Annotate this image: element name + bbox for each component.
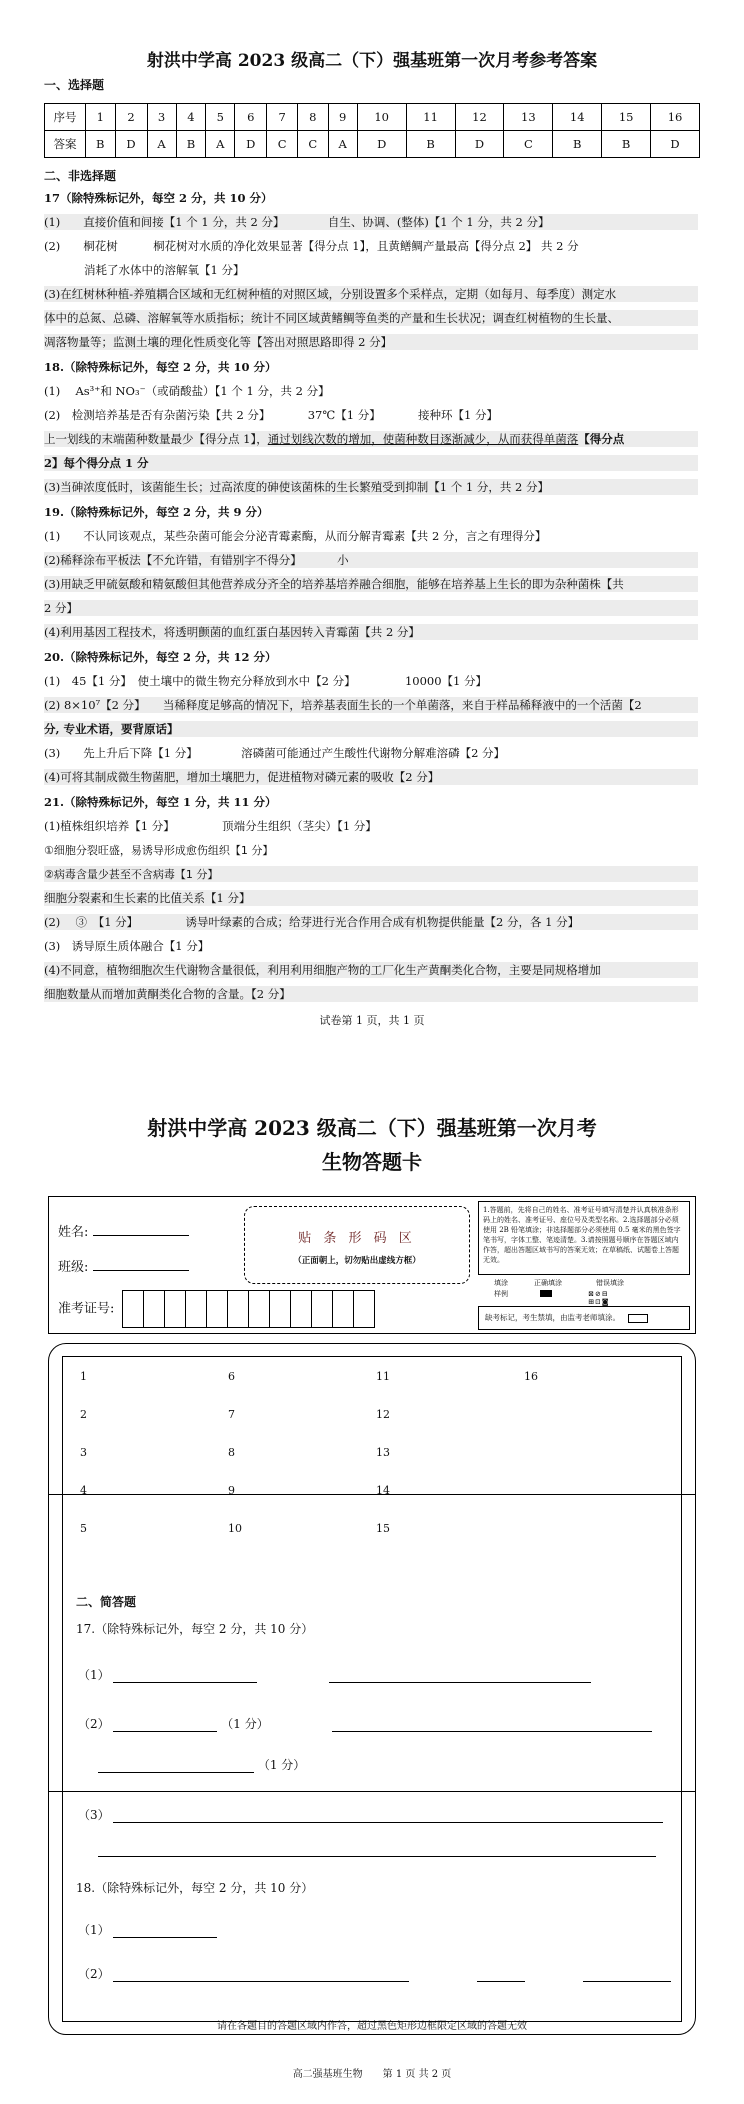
table-cell: 13 [504,104,553,131]
table-cell: A [147,131,176,158]
q17-line-2 [44,238,579,254]
q21-line-1 [44,818,377,834]
q17-line-1b: 自生、协调、(整体)【1 个 1 分，共 2 分】 [327,215,550,229]
card-q17-row-1 [78,1666,591,1683]
barcode-title: 贴 条 形 码 区 [298,1231,416,1246]
q17-line-1a: (1) 直接价值和间接【1 个 1 分，共 2 分】 [44,215,285,229]
table-cell: 10 [357,104,406,131]
q18-line-3 [44,431,698,447]
q20-line-3: 分, 专业术语，要背原话】 [44,721,698,737]
exam-id-digit-box[interactable] [185,1290,207,1328]
card-q17-note-2: （1 分） [221,1717,269,1731]
q20-line-4a: (3) 先上升后下降【1 分】 [44,746,198,760]
q18-line-2c: 接种环【1 分】 [418,408,499,422]
mc-answer-table [44,103,700,158]
q21-line-1a: (1)植株组织培养【1 分】 [44,819,175,833]
card-q17-heading: 17.（除特殊标记外，每空 2 分，共 10 分） [76,1622,314,1636]
exam-id-digit-box[interactable] [227,1290,249,1328]
mc-question-number[interactable]: 14 [376,1484,390,1497]
q18-line-2b: 37℃【1 分】 [307,408,381,422]
legend-label-2: 样例 [494,1290,508,1298]
exam-id-digit-box[interactable] [332,1290,354,1328]
q18-heading: 18.（除特殊标记外，每空 2 分，共 10 分） [44,360,277,374]
answer-key-footer: 试卷第 1 页，共 1 页 [319,1014,425,1027]
card-q17-row-2 [78,1715,652,1732]
q17-line-1 [44,214,698,230]
table-cell: D [651,131,700,158]
q19-line-1: (1) 不认同该观点，某些杂菌可能会分泌青霉素酶，从而分解青霉素【共 2 分，言之有理得分】 [44,529,547,543]
table-cell: 6 [235,104,267,131]
absent-mark-box [478,1306,690,1330]
card-q18-heading: 18.（除特殊标记外，每空 2 分，共 10 分） [76,1881,314,1895]
exam-id-digit-box[interactable] [143,1290,165,1328]
table-cell: 15 [602,104,651,131]
q21-heading: 21.（除特殊标记外，每空 1 分，共 11 分） [44,795,277,809]
answer-blank[interactable] [113,1967,409,1982]
q20-line-5: (4)可将其制成微生物菌肥，增加土壤肥力，促进植物对磷元素的吸收【2 分】 [44,769,698,785]
table-cell: 3 [147,104,176,131]
absent-note: 缺考标记，考生禁填，由监考老师填涂。 [485,1313,620,1322]
q20-line-4 [44,745,505,761]
exam-id-field[interactable] [58,1290,375,1328]
q20-line-2: (2) 8×10⁷【2 分】 当稀释度足够高的情况下，培养基表面生长的一个单菌落，来自于样品稀释液中的一个活菌【2 [44,697,698,713]
legend-wrong-label: 错误填涂 [596,1279,624,1287]
card-q17-row-4 [78,1806,663,1823]
q21-line-7: (4)不同意，植物细胞次生代谢物含量很低，利用利用细胞产物的工厂化生产黄酮类化合物，主要是同规格增加 [44,962,698,978]
table-cell: D [455,131,504,158]
q17-heading: 17（除特殊标记外，每空 2 分，共 10 分） [44,191,273,205]
table-cell: 4 [176,104,206,131]
table-cell: B [86,131,116,158]
answer-card-footer: 高二强基班生物 第 1 页 共 2 页 [292,2069,452,2080]
q17-line-3: 消耗了水体中的溶解氧【1 分】 [84,263,245,277]
q20-line-1a: (1) 45【1 分】 使土壤中的微生物充分释放到水中【2 分】 [44,674,356,688]
mc-question-number[interactable]: 1 [80,1370,87,1383]
mc-question-number[interactable]: 16 [524,1370,538,1383]
q18-line-3a: 上一划线的末端菌种数量最少【得分点 1】， [44,432,268,446]
answer-blank[interactable] [98,1758,254,1773]
card-q17-row-5 [98,1842,656,1857]
card-q18-row-2 [78,1965,671,1982]
card-q18-label-1: （1） [78,1923,110,1937]
short-answer-heading: 二、简答题 [76,1595,137,1609]
q19-line-5: (4)利用基因工程技术，将透明颤菌的血红蛋白基因转入青霉菌【共 2 分】 [44,624,698,640]
q18-line-4: 2】每个得分点 1 分 [44,455,698,471]
divider-line [48,1791,696,1792]
table-cell: 11 [406,104,455,131]
name-input-line[interactable] [93,1223,189,1236]
q18-line-1: (1) As³⁺和 NO₃⁻（或硝酸盐）【1 个 1 分，共 2 分】 [44,384,330,398]
table-cell: B [602,131,651,158]
table-cell: C [504,131,553,158]
instructions-box: 1.答题前，先将自己的姓名、准考证号填写清楚并认真核准条形码上的姓名、准考证号、座位号及类型名称。2.选择题部分必须使用 2B 铅笔填涂；非选择题部分必须使用 0.5 毫米的黑色签字笔书写，字体工整、笔迹清楚。3.请按照题号顺序在答题区域内作答，超出答题区域书写的答案无效；在草稿纸、试题卷上答题无效。 [478,1201,690,1275]
answer-blank[interactable] [332,1717,652,1732]
table-cell: C [267,131,298,158]
exam-id-digit-box[interactable] [206,1290,228,1328]
exam-id-label: 准考证号: [58,1301,115,1317]
legend-correct-label: 正确填涂 [534,1279,562,1287]
table-cell: 2 [115,104,147,131]
table-cell: D [115,131,147,158]
exam-id-digit-box[interactable] [269,1290,291,1328]
table-cell: 8 [297,104,328,131]
fill-legend [478,1278,690,1304]
q18-line-2a: (2) 检测培养基是否有杂菌污染【共 2 分】 [44,408,271,422]
mc-question-number[interactable]: 7 [228,1408,235,1421]
card-q17-label-2: （2） [78,1717,110,1731]
name-field[interactable] [58,1221,189,1240]
answer-blank[interactable] [113,1923,217,1938]
q21-line-1b: 顶端分生组织（茎尖）【1 分】 [222,819,377,833]
q21-line-2: ①细胞分裂旺盛，易诱导形成愈伤组织【1 分】 [44,844,274,857]
wrong-fill-sample-icon: ⊠⊘⊟ ⊞⊡◙ [588,1290,610,1306]
answer-blank[interactable] [113,1717,217,1732]
q19-line-2b: 小 [337,553,349,567]
q20-heading: 20.（除特殊标记外，每空 2 分，共 12 分） [44,650,277,664]
boundary-note: 请在各题目的答题区域内作答，超过黑色矩形边框限定区域的答题无效 [217,2021,527,2032]
exam-id-digit-box[interactable] [353,1290,375,1328]
card-q17-note-3: （1 分） [257,1758,306,1772]
answer-card-title: 射洪中学高 2023 级高二（下）强基班第一次月考 [147,1116,597,1140]
class-label: 班级: [58,1260,89,1275]
q17-line-5: 体中的总氮、总磷、溶解氧等水质指标；统计不同区域黄鳍鲷等鱼类的产量和生长状况；调查红树植物的生长量、 [44,310,698,326]
mc-question-number[interactable]: 2 [80,1408,87,1421]
q21-line-5 [44,914,698,930]
legend-label-1: 填涂 [494,1279,508,1287]
q17-line-2a: (2) 桐花树 [44,239,118,253]
correct-fill-sample-icon [540,1290,552,1297]
mc-question-number[interactable]: 12 [376,1408,390,1421]
answer-key-title: 射洪中学高 2023 级高二（下）强基班第一次月考参考答案 [146,51,598,71]
table-cell: C [297,131,328,158]
q17-line-2b: 桐花树对水质的净化效果显著【得分点 1】，且黄鳝鲷产量最高【得分点 2】 共 2 分 [153,239,579,253]
q21-line-6: (3) 诱导原生质体融合【1 分】 [44,939,210,953]
answer-blank[interactable] [329,1668,591,1683]
q18-line-2 [44,407,498,423]
q18-line-3b: 【得分点 [578,432,625,446]
divider-line [48,1494,696,1495]
card-q17-row-3 [98,1756,305,1773]
card-q17-label-1: （1） [78,1668,110,1682]
q20-line-1b: 10000【1 分】 [404,674,487,688]
mc-question-number[interactable]: 11 [376,1370,390,1383]
card-q18-label-2: （2） [78,1967,110,1981]
exam-id-digit-box[interactable] [248,1290,270,1328]
q20-line-4b: 溶磷菌可能通过产生酸性代谢物分解难溶磷【2 分】 [241,746,506,760]
q18-line-5: (3)当砷浓度低时，该菌能生长；过高浓度的砷使该菌株的生长繁殖受到抑制【1 个 1 分，共 2 分】 [44,479,698,495]
answer-blank[interactable] [583,1967,671,1982]
q19-line-3: (3)用缺乏甲硫氨酸和精氨酸但其他营养成分齐全的培养基培养融合细胞，能够在培养基上生长的即为杂种菌株【共 [44,576,698,592]
nonmc-section-heading: 二、非选择题 [44,169,117,183]
table-cell: 答案 [45,131,86,158]
name-label: 姓名: [58,1225,89,1240]
card-q17-label-4: （3） [78,1808,110,1822]
exam-id-digit-box[interactable] [164,1290,186,1328]
answer-blank[interactable] [98,1842,656,1857]
barcode-area [244,1206,470,1284]
q21-line-5a: (2) ③ 【1 分】 [44,915,139,929]
table-cell: 12 [455,104,504,131]
answer-blank[interactable] [113,1808,663,1823]
q19-line-2 [44,552,698,568]
exam-id-digit-box[interactable] [311,1290,333,1328]
table-cell: D [235,131,267,158]
absent-checkbox[interactable] [628,1314,648,1323]
mc-question-number[interactable]: 10 [228,1522,242,1535]
mc-question-number[interactable]: 13 [376,1446,390,1459]
mc-question-number[interactable]: 8 [228,1446,235,1459]
table-cell: 16 [651,104,700,131]
table-cell: 14 [553,104,602,131]
table-cell: A [206,131,235,158]
q19-heading: 19.（除特殊标记外，每空 2 分，共 9 分） [44,505,269,519]
table-cell: B [553,131,602,158]
table-cell: B [176,131,206,158]
q20-line-1 [44,673,487,689]
mc-question-number[interactable]: 3 [80,1446,87,1459]
q19-line-2a: (2)稀释涂布平板法【不允许错，有错别字不得分】 [44,553,302,567]
q19-line-4: 2 分】 [44,600,698,616]
q21-line-4: 细胞分裂素和生长素的比值关系【1 分】 [44,890,698,906]
q17-line-4: (3)在红树林种植-养殖耦合区域和无红树种植的对照区域，分别设置多个采样点，定期（如每月、每季度）测定水 [44,286,698,302]
q18-line-3-underlined: 通过划线次数的增加，使菌种数目逐渐减少，从而获得单菌落 [267,432,579,446]
exam-id-digit-box[interactable] [290,1290,312,1328]
table-cell: D [357,131,406,158]
mc-section-heading: 一、选择题 [44,78,105,92]
table-cell: 7 [267,104,298,131]
table-row [45,104,700,131]
card-q18-row-1 [78,1921,217,1938]
table-cell: 5 [206,104,235,131]
table-cell: B [406,131,455,158]
exam-id-digit-box[interactable] [122,1290,144,1328]
mc-question-number[interactable]: 5 [80,1522,87,1535]
answer-blank[interactable] [477,1967,525,1982]
mc-question-number[interactable]: 4 [80,1484,87,1497]
q17-line-6: 凋落物量等；监测土壤的理化性质变化等【答出对照思路即得 2 分】 [44,334,698,350]
mc-question-number[interactable]: 15 [376,1522,390,1535]
q21-line-3: ②病毒含量少甚至不含病毒【1 分】 [44,866,698,882]
table-cell: 9 [328,104,357,131]
mc-question-number[interactable]: 6 [228,1370,235,1383]
table-row [45,131,700,158]
q21-line-5b: 诱导叶绿素的合成；给芽进行光合作用合成有机物提供能量【2 分，各 1 分】 [185,915,580,929]
table-cell: 1 [86,104,116,131]
class-field[interactable] [58,1256,189,1275]
barcode-note: （正面朝上，切勿贴出虚线方框） [293,1256,421,1266]
table-cell: A [328,131,357,158]
mc-question-number[interactable]: 9 [228,1484,235,1497]
answer-blank[interactable] [113,1668,257,1683]
class-input-line[interactable] [93,1258,189,1271]
q21-line-8: 细胞数量从而增加黄酮类化合物的含量。【2 分】 [44,986,698,1002]
answer-card-subtitle: 生物答题卡 [322,1150,422,1174]
table-cell: 序号 [45,104,86,131]
